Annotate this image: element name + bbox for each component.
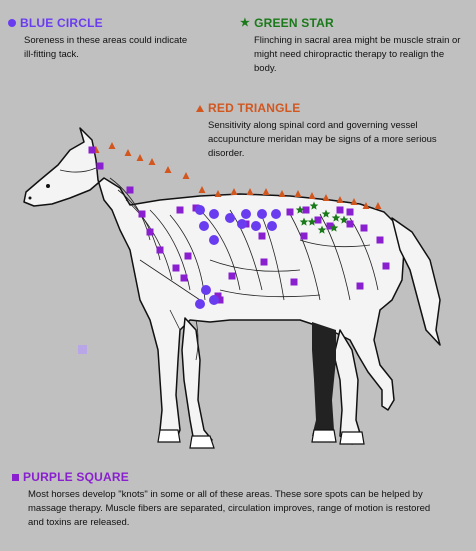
red-triangle-marker [309, 192, 316, 199]
legend-blue-title: BLUE CIRCLE [20, 16, 103, 30]
red-triangle-marker [165, 166, 172, 173]
blue-circle-icon [8, 19, 16, 27]
blue-circle-marker [225, 213, 235, 223]
legend-green [240, 16, 470, 76]
purple-square-marker [347, 209, 354, 216]
hind-leg-shadow [312, 322, 336, 438]
purple-square-marker [361, 225, 368, 232]
purple-square-marker [259, 233, 266, 240]
purple-square-marker [127, 187, 134, 194]
red-triangle-icon [196, 105, 204, 112]
blue-circle-marker [199, 221, 209, 231]
legend-green-title: GREEN STAR [254, 16, 334, 30]
red-triangle-marker [183, 172, 190, 179]
red-triangle-marker [231, 188, 238, 195]
red-triangle-marker [215, 190, 222, 197]
purple-square-marker [89, 147, 96, 154]
purple-square-marker [291, 279, 298, 286]
purple-square-marker [181, 275, 188, 282]
purple-square-marker [357, 283, 364, 290]
legend-purple-title: PURPLE SQUARE [23, 470, 129, 484]
blue-circle-marker [209, 209, 219, 219]
purple-square-marker [337, 207, 344, 214]
purple-square-marker [377, 237, 384, 244]
purple-square-marker [147, 229, 154, 236]
red-triangle-marker [295, 190, 302, 197]
red-triangle-marker [199, 186, 206, 193]
purple-square-marker [97, 163, 104, 170]
blue-circle-marker [201, 285, 211, 295]
red-triangle-marker [375, 202, 382, 209]
blue-circle-marker [267, 221, 277, 231]
red-triangle-marker [109, 142, 116, 149]
red-triangle-marker [149, 158, 156, 165]
red-triangle-marker [263, 188, 270, 195]
purple-square-marker [185, 253, 192, 260]
purple-square-marker [383, 263, 390, 270]
blue-circle-marker [251, 221, 261, 231]
blue-circle-marker [237, 219, 247, 229]
legend-blue-text: Soreness in these areas could indicate ill-fitting tack. [24, 35, 188, 60]
blue-circle-marker [195, 299, 205, 309]
purple-square-marker [157, 247, 164, 254]
hooves [158, 430, 364, 448]
purple-square-marker [78, 345, 87, 354]
red-triangle-marker [323, 194, 330, 201]
red-triangle-marker [125, 149, 132, 156]
legend-red [196, 101, 466, 161]
purple-square-marker [315, 217, 322, 224]
red-triangle-marker [337, 196, 344, 203]
legend-red-text: Sensitivity along spinal cord and governing vessel accupuncture meridan may be signs of a more serious disorder. [208, 120, 437, 159]
blue-circle-marker [241, 209, 251, 219]
legend-red-title: RED TRIANGLE [208, 101, 301, 115]
legend-green-text: Flinching in sacral area might be muscle strain or might need chiropractic therapy to realign the body. [254, 35, 461, 74]
blue-circle-marker [195, 205, 205, 215]
purple-square-marker [177, 207, 184, 214]
purple-square-marker [347, 221, 354, 228]
purple-square-marker [303, 207, 310, 214]
red-triangle-marker [247, 188, 254, 195]
green-star-icon: ★ [240, 16, 251, 29]
blue-circle-marker [271, 209, 281, 219]
purple-square-icon [12, 474, 19, 481]
blue-circle-marker [257, 209, 267, 219]
purple-square-marker [301, 233, 308, 240]
purple-square-marker [139, 211, 146, 218]
purple-square-marker [261, 259, 268, 266]
purple-square-marker [287, 209, 294, 216]
legend-blue [8, 16, 238, 62]
purple-square-marker [229, 273, 236, 280]
legend-purple [12, 470, 467, 530]
purple-square-marker [173, 265, 180, 272]
blue-circle-marker [209, 295, 219, 305]
blue-circle-marker [209, 235, 219, 245]
legend-purple-text: Most horses develop "knots" in some or all of these areas. These sore spots can be helped by massage therapy. Muscle fibers are separated, circulation improves, range of motion is restored and toxins are released. [28, 489, 431, 528]
red-triangle-marker [279, 190, 286, 197]
red-triangle-marker [351, 198, 358, 205]
red-triangle-marker [137, 154, 144, 161]
